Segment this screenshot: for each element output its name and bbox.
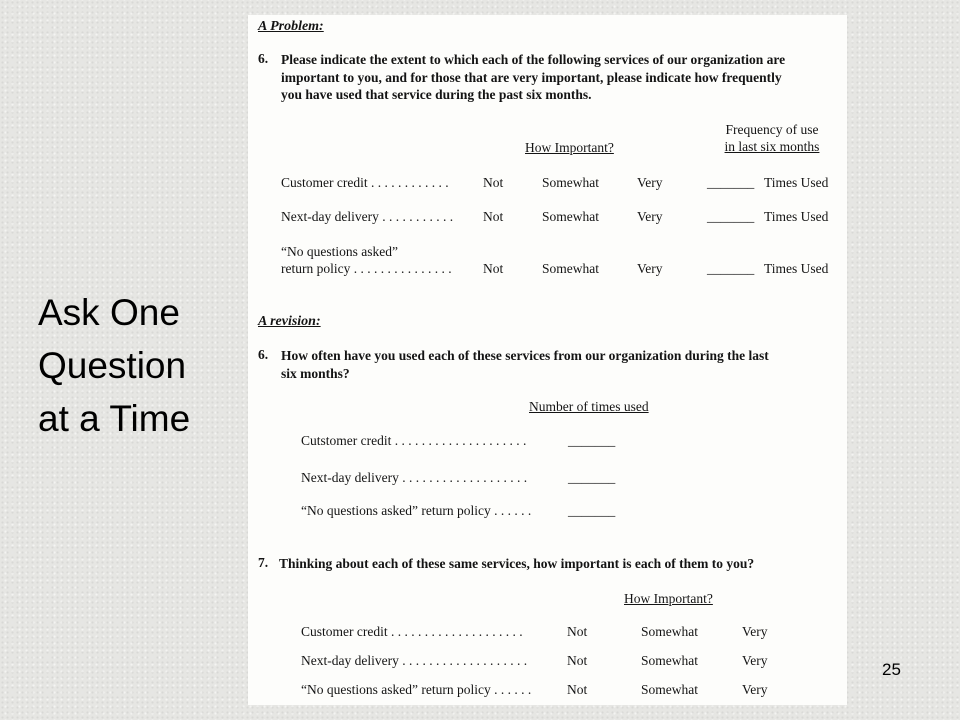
row-label: Next-day delivery . . . . . . . . . . . xyxy=(281,209,454,224)
option-not: Not xyxy=(483,209,504,224)
row-label: Customer credit . . . . . . . . . . . . xyxy=(281,175,449,190)
times-blank: _______ xyxy=(568,503,616,518)
option-very: Very xyxy=(742,682,768,697)
problem-question-text xyxy=(281,51,846,104)
importance-header: How Important? xyxy=(525,140,614,155)
slide-number: 25 xyxy=(882,660,901,679)
option-somewhat: Somewhat xyxy=(542,261,599,276)
slide-title-line: Ask One xyxy=(38,292,180,333)
slide-title-line: Question xyxy=(38,345,187,386)
problem-question-number: 6. xyxy=(258,51,269,66)
row-label: “No questions asked” return policy . . . . . . xyxy=(301,682,532,697)
option-not: Not xyxy=(567,682,588,697)
question-line: six months? xyxy=(281,365,350,381)
slide-title xyxy=(38,286,190,445)
option-somewhat: Somewhat xyxy=(641,624,698,639)
frequency-header-line1: Frequency of use xyxy=(725,122,819,137)
option-not: Not xyxy=(483,261,504,276)
question-line: you have used that service during the past six months. xyxy=(281,87,592,102)
option-somewhat: Somewhat xyxy=(641,653,698,668)
option-somewhat: Somewhat xyxy=(542,175,599,190)
question-line: Please indicate the extent to which each of the following services of our organization are xyxy=(281,52,786,67)
option-very: Very xyxy=(637,261,663,276)
revision-heading: A revision: xyxy=(258,314,321,329)
times-used-label: Times Used xyxy=(764,175,829,190)
revision-q7-text: Thinking about each of these same services, how important is each of them to you? xyxy=(279,556,755,571)
times-blank: _______ xyxy=(568,433,616,448)
frequency-header xyxy=(712,121,832,155)
row-label: return policy . . . . . . . . . . . . . . . xyxy=(281,261,452,276)
times-blank: _______ xyxy=(707,209,755,224)
row-label: Cutstomer credit . . . . . . . . . . . . . . . . . . . . xyxy=(301,433,527,448)
row-label: Customer credit . . . . . . . . . . . . . . . . . . . . xyxy=(301,624,523,639)
problem-heading: A Problem: xyxy=(258,19,324,34)
option-somewhat: Somewhat xyxy=(542,209,599,224)
times-blank: _______ xyxy=(707,261,755,276)
option-not: Not xyxy=(483,175,504,190)
option-very: Very xyxy=(742,653,768,668)
scanned-questionnaire xyxy=(248,15,847,705)
question-line: How often have you used each of these services from our organization during the last xyxy=(281,348,769,363)
option-not: Not xyxy=(567,624,588,639)
frequency-header-line2: in last six months xyxy=(724,139,820,154)
question-line: important to you, and for those that are very important, please indicate how frequently xyxy=(281,69,782,85)
revision-q6-number: 6. xyxy=(258,347,269,362)
times-blank: _______ xyxy=(568,470,616,485)
row-label-line1: “No questions asked” xyxy=(281,244,398,259)
importance-header: How Important? xyxy=(624,591,713,606)
times-used-label: Times Used xyxy=(764,261,829,276)
revision-q7-number: 7. xyxy=(258,555,269,570)
times-blank: _______ xyxy=(707,175,755,190)
slide-title-line: at a Time xyxy=(38,398,191,439)
times-used-header: Number of times used xyxy=(529,399,649,414)
option-not: Not xyxy=(567,653,588,668)
row-label: Next-day delivery . . . . . . . . . . . . . . . . . . . xyxy=(301,653,528,668)
times-used-label: Times Used xyxy=(764,209,829,224)
option-very: Very xyxy=(637,209,663,224)
row-label: “No questions asked” return policy . . . . . . xyxy=(301,503,532,518)
revision-q6-text xyxy=(281,347,846,382)
option-somewhat: Somewhat xyxy=(641,682,698,697)
option-very: Very xyxy=(742,624,768,639)
option-very: Very xyxy=(637,175,663,190)
row-label: Next-day delivery . . . . . . . . . . . . . . . . . . . xyxy=(301,470,528,485)
